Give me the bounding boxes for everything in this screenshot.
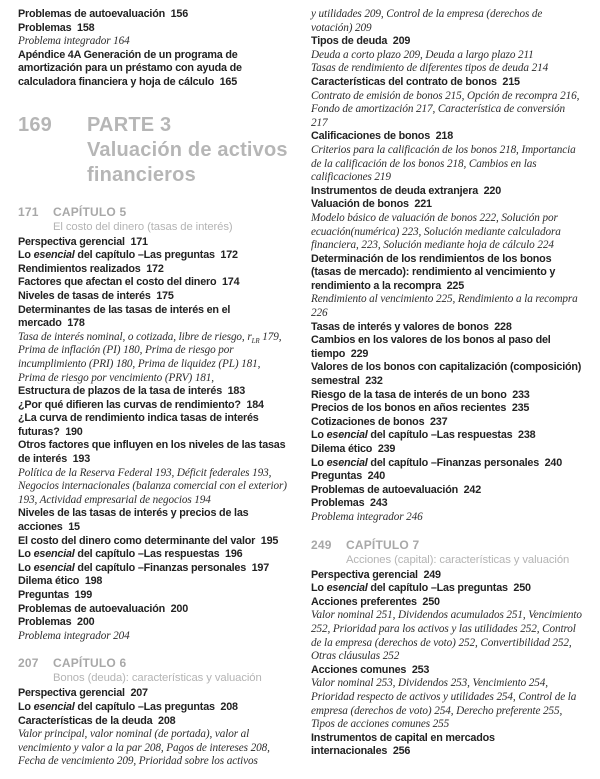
text-segment: Tipos de deuda: [311, 35, 388, 48]
toc-entry: [18, 290, 290, 304]
toc-entry: [18, 412, 290, 439]
toc-subentry: [311, 49, 583, 63]
page-number: 172: [140, 262, 164, 275]
toc-entry: [311, 35, 583, 49]
page-number: 221: [408, 198, 432, 211]
page-number: 156: [165, 8, 189, 20]
toc-entry: [311, 484, 583, 498]
chapter-subtitle: El costo del dinero (tasas de interés): [53, 220, 233, 233]
toc-entry: [18, 385, 290, 399]
page-number: 242: [458, 483, 482, 496]
text-segment: Precios de los bonos en años recientes: [311, 402, 507, 415]
text-segment: Acciones comunes: [311, 663, 407, 676]
text-segment: Instrumentos de capital en mercados internacionales: [311, 731, 495, 758]
page-number: 197: [246, 561, 270, 574]
toc-entry: [18, 236, 290, 250]
text-segment: Lo: [18, 561, 34, 574]
toc-entry: [18, 715, 290, 729]
toc-entry: [311, 569, 583, 583]
toc-subentry: [311, 293, 583, 320]
page-number: 208: [152, 714, 176, 727]
text-segment: Lo: [18, 700, 34, 713]
toc-entry: [18, 276, 290, 290]
italic-text: esencial: [326, 429, 368, 442]
toc-entry: [18, 249, 290, 263]
text-segment: Determinación de los rendimientos de los bonos (tasas de mercado): rendimiento al vencimiento y rendimiento a la recompra: [311, 252, 556, 292]
page-number: 171: [124, 235, 148, 248]
text-segment: Lo: [311, 456, 327, 469]
page-number: 238: [512, 429, 536, 442]
text-segment: Niveles de las tasas de interés y precios de las acciones: [18, 507, 249, 534]
toc-entry: [18, 562, 290, 576]
toc-entry: [311, 429, 583, 443]
text-segment: Criterios para la calificación de los bonos 218, Importancia de la calificación de los bonos 218, Cambios en las calificaciones 219: [311, 143, 576, 184]
toc-entry: [18, 439, 290, 466]
text-segment: Dilema ético: [18, 575, 80, 588]
toc-subentry: [18, 467, 290, 508]
text-segment: Deuda a corto plazo 209, Deuda a largo plazo 211: [311, 48, 534, 61]
toc-subentry: [18, 630, 290, 644]
text-segment: Problemas de autoevaluación: [311, 483, 459, 496]
text-segment: del capítulo –Finanzas personales: [74, 561, 247, 574]
text-segment: El costo del dinero como determinante del valor: [18, 534, 256, 547]
part-heading-text: [87, 113, 290, 188]
chapter-label: CAPÍTULO 5: [53, 204, 127, 219]
toc-entry: [18, 399, 290, 413]
part-title: Valuación de activos financieros: [87, 138, 288, 186]
part-label: PARTE 3: [87, 113, 172, 136]
page-number: 165: [214, 75, 238, 88]
text-segment: Rendimientos realizados: [18, 262, 141, 275]
toc-subentry: [18, 331, 290, 385]
toc-entry: [18, 616, 290, 630]
text-segment: Tasas de rendimiento de diferentes tipos de deuda 214: [311, 62, 549, 75]
text-segment: Valor nominal 253, Dividendos 253, Vencimiento 254, Prioridad respecto de activos y utilidades 254, Control de la empresa (derechos de voto) 254, Derecho preferente 255, Tipos de acciones comunes 255: [311, 677, 577, 731]
page-number: 250: [416, 595, 440, 608]
toc-entry: [18, 687, 290, 701]
text-segment: Perspectiva gerencial: [311, 568, 418, 581]
page-number: 190: [59, 425, 83, 438]
text-segment: Preguntas: [311, 470, 362, 483]
text-segment: Problema integrador 204: [18, 629, 130, 642]
text-segment: ¿Por qué difieren las curvas de rendimiento?: [18, 398, 241, 411]
text-segment: Problemas: [18, 21, 72, 34]
text-segment: Otros factores que influyen en los niveles de las tasas de interés: [18, 439, 286, 466]
chapter-heading-text: [53, 656, 262, 685]
text-segment: Valores de los bonos con capitalización (composición) semestral: [311, 361, 582, 388]
text-segment: Características de la deuda: [18, 714, 153, 727]
italic-text: esencial: [33, 249, 75, 262]
text-segment: Valor nominal 251, Dividendos acumulados 251, Vencimiento 252, Prioridad para los activos y las utilidades 252, Control de la empresa (derechos de voto) 252, Convertibilidad 252, Otras cláusulas 252: [311, 609, 582, 663]
page-number: 235: [506, 402, 530, 415]
page-number: 208: [214, 700, 238, 713]
toc-entry: [18, 575, 290, 589]
chapter-page-number: 249: [311, 537, 332, 552]
page-number: 256: [387, 745, 411, 758]
page-number: 184: [240, 398, 264, 411]
chapter-subtitle: Bonos (deuda): características y valuación: [53, 672, 262, 685]
chapter-heading: [18, 656, 290, 685]
toc-entry: [311, 732, 583, 759]
page-number: 183: [222, 385, 246, 398]
text-segment: Acciones preferentes: [311, 595, 417, 608]
page-number: 196: [219, 548, 243, 561]
text-segment: Lo: [311, 582, 327, 595]
toc-entry: [311, 402, 583, 416]
text-segment: del capítulo –Las respuestas: [74, 548, 220, 561]
page-number: 199: [69, 589, 93, 601]
page-number: 195: [255, 534, 279, 547]
page-number: 243: [364, 497, 388, 510]
text-segment: del capítulo –Las preguntas: [74, 700, 215, 713]
text-segment: Rendimiento al vencimiento 225, Rendimiento a la recompra 226: [311, 293, 578, 320]
text-segment: y utilidades 209, Control de la empresa (derechos de votación) 209: [311, 8, 543, 34]
chapter-heading-text: [346, 538, 569, 567]
page-number: 239: [372, 443, 396, 455]
toc-entry: [311, 582, 583, 596]
page-number: 220: [478, 184, 502, 197]
page-number: 237: [424, 415, 448, 428]
text-segment: Modelo básico de valuación de bonos 222, Solución por ecuación(numérica) 223, Solución mediante calculadora financiera, 223, Solución mediante hoja de cálculo 224: [311, 211, 561, 252]
toc-entry: [311, 321, 583, 335]
text-segment: Lo: [18, 548, 34, 561]
toc-entry: [18, 507, 290, 534]
toc-entry: [18, 589, 290, 603]
text-segment: ¿La curva de rendimiento indica tasas de interés futuras?: [18, 412, 259, 438]
toc-subentry: [311, 212, 583, 253]
text-segment: Dilema ético: [311, 443, 373, 455]
page-number: 225: [441, 279, 465, 292]
text-segment: Lo: [311, 429, 327, 442]
toc-entry: [311, 443, 583, 457]
chapter-page-number: 171: [18, 204, 39, 219]
page-number: 240: [539, 456, 563, 469]
text-segment: Perspectiva gerencial: [18, 687, 125, 700]
toc-entry: [311, 596, 583, 610]
chapter-label: CAPÍTULO 7: [346, 537, 420, 552]
text-segment: Cambios en los valores de los bonos al paso del tiempo: [311, 334, 551, 360]
text-segment: Cotizaciones de bonos: [311, 415, 425, 428]
text-segment: Problemas de autoevaluación: [18, 602, 166, 615]
chapter-heading: [311, 538, 583, 567]
toc-entry: [311, 664, 583, 678]
toc-entry: [18, 263, 290, 277]
toc-entry: [311, 334, 583, 361]
part-heading: [18, 113, 290, 188]
toc-entry: [18, 22, 290, 36]
text-segment: Determinantes de las tasas de interés en el mercado: [18, 303, 231, 330]
page-number: 193: [67, 453, 91, 466]
page-number: 228: [488, 320, 512, 333]
toc-entry: [311, 470, 583, 484]
toc-subentry: [311, 511, 583, 525]
text-segment: Problemas: [18, 616, 72, 629]
text-segment: Tasas de interés y valores de bonos: [311, 320, 489, 333]
toc-entry: [311, 130, 583, 144]
page-number: 207: [124, 687, 148, 700]
toc-entry: [311, 185, 583, 199]
text-segment: Factores que afectan el costo del dinero: [18, 276, 217, 289]
text-segment: Problemas de autoevaluación: [18, 8, 166, 20]
text-segment: Lo: [18, 249, 34, 262]
toc-subentry: [18, 728, 290, 769]
toc-entry: [311, 497, 583, 511]
page-number: 253: [406, 663, 430, 676]
toc-column-left: [18, 8, 290, 769]
text-segment: Niveles de tasas de interés: [18, 289, 151, 302]
text-segment: Problemas: [311, 497, 365, 510]
toc-subentry: [311, 677, 583, 731]
text-segment: del capítulo –Las preguntas: [367, 582, 508, 595]
page-number: 249: [417, 568, 441, 581]
italic-text: esencial: [33, 700, 75, 713]
toc-entry: [311, 416, 583, 430]
text-segment: Preguntas: [18, 589, 69, 601]
toc-entry: [18, 548, 290, 562]
toc-entry: [311, 457, 583, 471]
toc-subentry: [18, 35, 290, 49]
text-segment: Problema integrador 246: [311, 510, 423, 523]
page-number: 172: [214, 249, 238, 262]
toc-entry: [18, 8, 290, 22]
chapter-heading-text: [53, 205, 233, 234]
page-number: 250: [507, 582, 531, 595]
page-number: 174: [216, 276, 240, 289]
toc-entry: [18, 49, 290, 90]
part-page-number: 169: [18, 113, 52, 136]
chapter-subtitle: Acciones (capital): características y valuación: [346, 553, 570, 566]
text-segment: Problema integrador 164: [18, 35, 130, 48]
italic-text: esencial: [33, 561, 75, 574]
toc-subentry: [311, 609, 583, 663]
text-segment: 179, Prima de inflación (PI) 180, Prima de riesgo por incumplimiento (PRI) 180, Prima de liquidez (PL) 181, Prima de riesgo por vencimiento (PRV) 181,: [18, 330, 282, 384]
chapter-page-number: 207: [18, 656, 39, 671]
page-number: 198: [79, 575, 103, 588]
subscript-text: LR: [251, 336, 260, 345]
text-segment: Política de la Reserva Federal 193, Déficit federales 193, Negocios internacionales (balanza comercial con el exterior) 193, Actividad empresarial de negocios 194: [18, 466, 287, 506]
toc-subentry: [311, 144, 583, 185]
page-number: 218: [430, 130, 454, 143]
page-number: 15: [62, 521, 80, 534]
text-segment: Valuación de bonos: [311, 198, 409, 211]
toc-subentry: [311, 90, 583, 131]
text-segment: del capítulo –Las respuestas: [367, 429, 513, 442]
toc-entry: [18, 304, 290, 331]
toc-column-right: [311, 8, 583, 769]
toc-subentry: [311, 62, 583, 76]
toc-entry: [18, 701, 290, 715]
text-segment: Valor principal, valor nominal (de portada), valor al vencimiento y valor a la par 208, Pagos de intereses 208, Fecha de vencimiento 209, Prioridad sobre los activos: [18, 728, 270, 768]
text-segment: Apéndice 4A Generación de un programa de amortización para un préstamo con ayuda de calculadora financiera y hoja de cálculo: [18, 48, 242, 88]
text-segment: Riesgo de la tasa de interés de un bono: [311, 388, 507, 401]
toc-entry: [311, 253, 583, 294]
page-number: 229: [345, 347, 369, 360]
chapter-label: CAPÍTULO 6: [53, 656, 127, 671]
page-number: 175: [150, 289, 174, 302]
toc-entry: [18, 535, 290, 549]
italic-text: esencial: [326, 582, 368, 595]
toc-entry: [311, 76, 583, 90]
page-number: 158: [71, 21, 95, 34]
text-segment: del capítulo –Finanzas personales: [367, 456, 540, 469]
chapter-heading: [18, 205, 290, 234]
text-segment: Instrumentos de deuda extranjera: [311, 184, 478, 197]
page-number: 232: [359, 375, 383, 388]
toc-entry: [311, 361, 583, 388]
italic-text: esencial: [326, 456, 368, 469]
text-segment: Perspectiva gerencial: [18, 235, 125, 248]
text-segment: Características del contrato de bonos: [311, 75, 497, 88]
text-segment: Estructura de plazos de la tasa de interés: [18, 385, 223, 398]
toc-subentry: [311, 8, 583, 35]
text-segment: Tasa de interés nominal, o cotizada, libre de riesgo, r: [18, 330, 252, 343]
text-segment: Calificaciones de bonos: [311, 130, 430, 143]
toc-entry: [18, 603, 290, 617]
page-number: 200: [71, 616, 95, 629]
toc-entry: [311, 389, 583, 403]
toc-entry: [311, 198, 583, 212]
text-segment: Contrato de emisión de bonos 215, Opción de recompra 216, Fondo de amortización 217, Característica de conversión 217: [311, 89, 580, 129]
text-segment: del capítulo –Las preguntas: [74, 249, 215, 262]
italic-text: esencial: [33, 548, 75, 561]
page-number: 178: [61, 317, 85, 330]
page-number: 240: [362, 470, 386, 483]
page-number: 233: [506, 388, 530, 401]
page-number: 200: [165, 602, 189, 615]
page-number: 209: [387, 35, 411, 48]
page-number: 215: [496, 75, 520, 88]
